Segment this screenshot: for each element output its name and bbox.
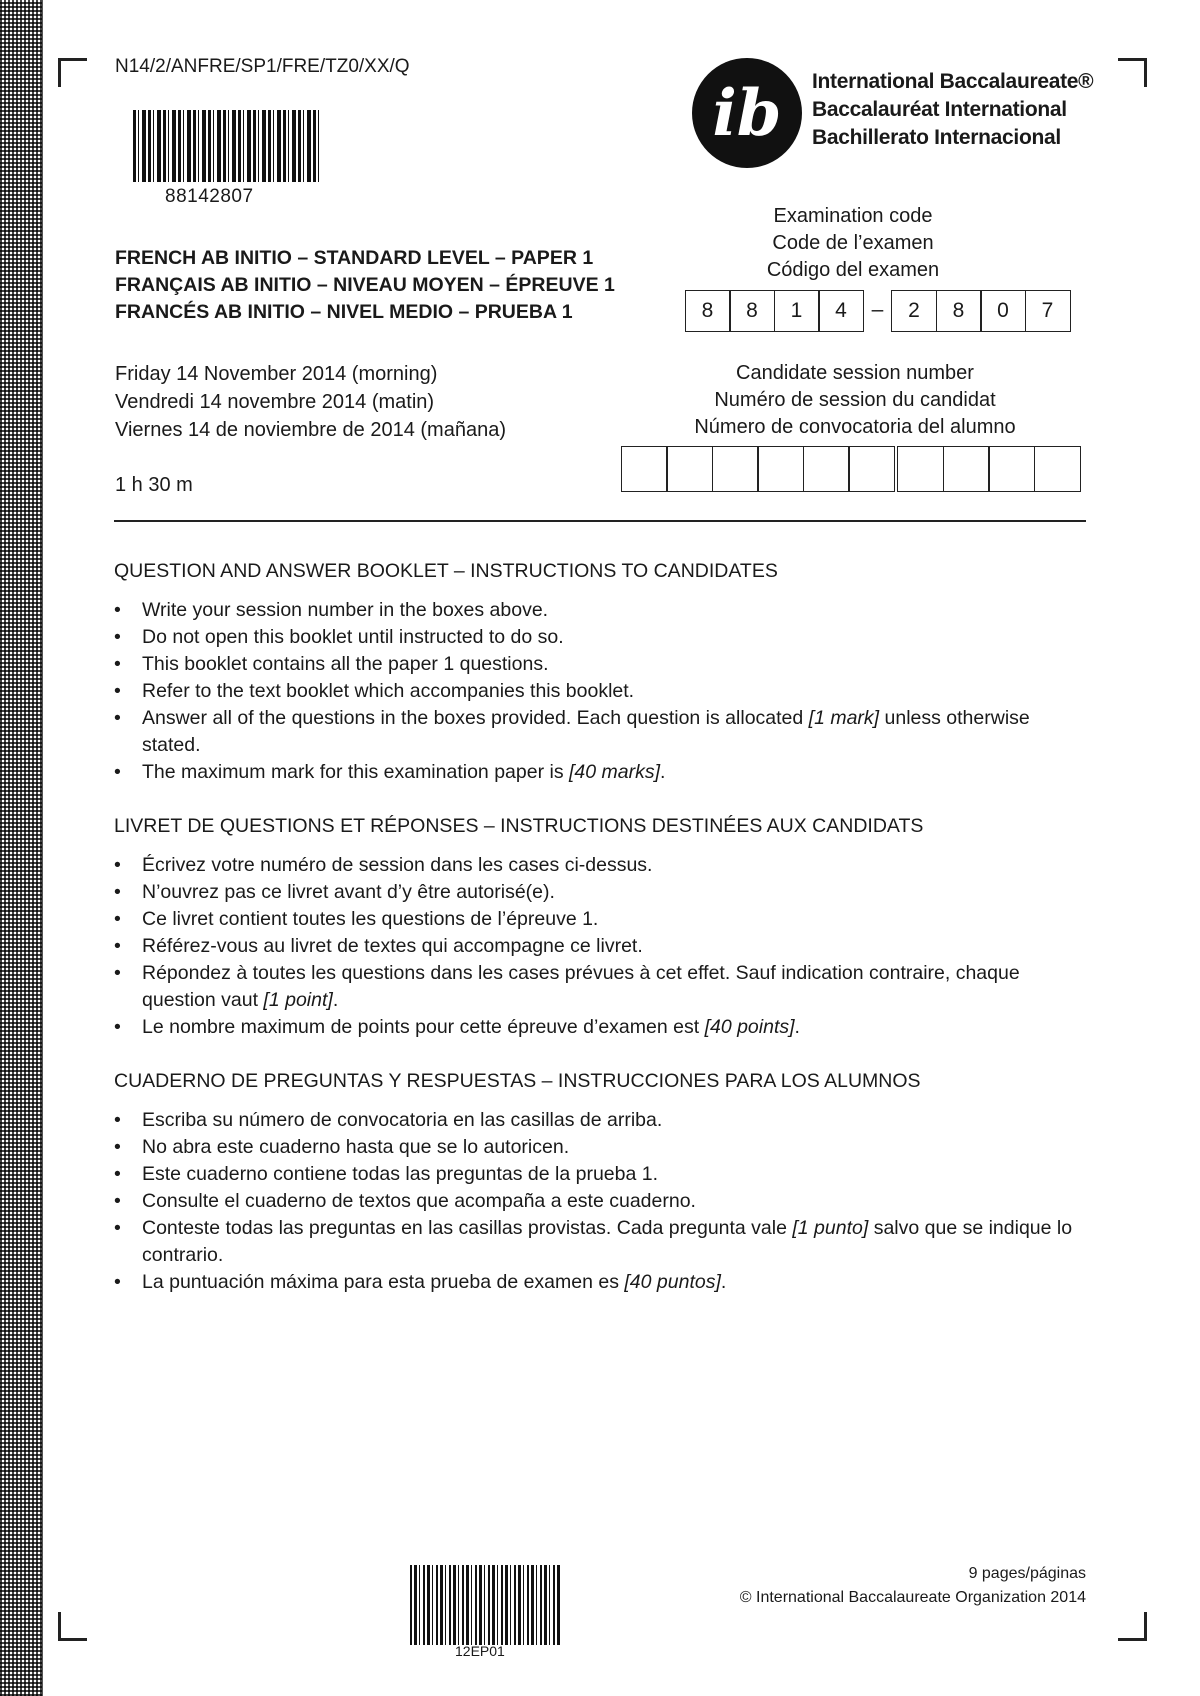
organization-names [812, 68, 1093, 152]
instruction-item: • Le nombre maximum de points pour cette épreuve d’examen est [40 points]. [114, 1014, 1089, 1041]
session-label-fr: Numéro de session du candidat [714, 389, 996, 411]
session-number-box[interactable] [803, 446, 850, 492]
exam-dates [115, 360, 506, 444]
paper-titles [115, 245, 615, 326]
title-es: FRANCÉS AB INITIO – NIVEL MEDIO – PRUEBA 1 [115, 301, 573, 323]
session-number-box[interactable] [712, 446, 759, 492]
ib-logo-text: ib [712, 75, 782, 151]
exam-code-digit: 8 [936, 290, 982, 332]
instruction-item: • This booklet contains all the paper 1 questions. [114, 651, 1089, 678]
crop-mark-bottom-left [58, 1612, 87, 1641]
session-number-box[interactable] [621, 446, 668, 492]
crop-mark-bottom-right [1118, 1612, 1147, 1641]
barcode-top [133, 110, 320, 182]
instruction-item: • Do not open this booklet until instructed to do so. [114, 624, 1089, 651]
paper-code: N14/2/ANFRE/SP1/FRE/TZ0/XX/Q [115, 56, 410, 77]
instruction-item: • Escriba su número de convocatoria en las casillas de arriba. [114, 1107, 1089, 1134]
org-name-en: International Baccalaureate® [812, 70, 1094, 93]
session-number-box[interactable] [1034, 446, 1081, 492]
session-number-box[interactable] [666, 446, 713, 492]
exam-code-digit: 8 [729, 290, 775, 332]
section-heading: CUADERNO DE PREGUNTAS Y RESPUESTAS – INSTRUCCIONES PARA LOS ALUMNOS [114, 1070, 921, 1092]
session-label-en: Candidate session number [736, 362, 974, 384]
instruction-list [114, 597, 1089, 786]
exam-code-label-es: Código del examen [766, 259, 940, 281]
date-en: Friday 14 November 2014 (morning) [115, 363, 438, 385]
org-name-es: Bachillerato Internacional [812, 126, 1061, 149]
instruction-item: • Conteste todas las preguntas en las casillas provistas. Cada pregunta vale [1 punto] salvo que se indique lo contrario. [114, 1215, 1089, 1269]
scan-edge-strip [0, 0, 43, 1696]
section-heading: QUESTION AND ANSWER BOOKLET – INSTRUCTIONS TO CANDIDATES [114, 560, 778, 582]
exam-code-digit: 8 [685, 290, 731, 332]
instruction-item: • N’ouvrez pas ce livret avant d’y être autorisé(e). [114, 879, 1089, 906]
instruction-item: • Écrivez votre numéro de session dans les cases ci-dessus. [114, 852, 1089, 879]
instruction-item: • Répondez à toutes les questions dans les cases prévues à cet effet. Sauf indication contraire, chaque question vaut [1 point]. [114, 960, 1089, 1014]
exam-duration: 1 h 30 m [115, 474, 193, 496]
exam-code-label-en: Examination code [773, 205, 933, 227]
page-count: 9 pages/páginas [968, 1565, 1086, 1582]
instruction-item: • Write your session number in the boxes above. [114, 597, 1089, 624]
session-number-box[interactable] [848, 446, 895, 492]
instruction-item: • Answer all of the questions in the boxes provided. Each question is allocated [1 mark] unless otherwise stated. [114, 705, 1089, 759]
exam-code-digit: 1 [774, 290, 820, 332]
exam-code-digit: 0 [980, 290, 1026, 332]
session-number-box[interactable] [988, 446, 1035, 492]
title-fr: FRANÇAIS AB INITIO – NIVEAU MOYEN – ÉPREUVE 1 [115, 274, 615, 296]
session-number-box[interactable] [897, 446, 944, 492]
barcode-bottom [410, 1565, 560, 1645]
instruction-list [114, 1107, 1089, 1296]
instructions-es [114, 1070, 1089, 1296]
instruction-item: • Ce livret contient toutes les questions de l’épreuve 1. [114, 906, 1089, 933]
title-en: FRENCH AB INITIO – STANDARD LEVEL – PAPER 1 [115, 247, 594, 269]
instruction-item: • Refer to the text booklet which accompanies this booklet. [114, 678, 1089, 705]
exam-code-digit: 2 [891, 290, 937, 332]
instructions-fr [114, 815, 1089, 1041]
instruction-item: • La puntuación máxima para esta prueba de examen es [40 puntos]. [114, 1269, 1089, 1296]
copyright: © International Baccalaureate Organization 2014 [739, 1589, 1086, 1606]
date-es: Viernes 14 de noviembre de 2014 (mañana) [115, 419, 506, 441]
instructions-en [114, 560, 1089, 786]
exam-code-separator: – [871, 298, 884, 321]
session-number-label [660, 360, 1050, 441]
crop-mark-top-left [58, 58, 87, 87]
barcode-top-number: 88142807 [165, 186, 254, 207]
session-label-es: Número de convocatoria del alumno [694, 416, 1016, 438]
instruction-item: • No abra este cuaderno hasta que se lo autoricen. [114, 1134, 1089, 1161]
session-number-box[interactable] [757, 446, 804, 492]
org-name-fr: Baccalauréat International [812, 98, 1067, 121]
crop-mark-top-right [1118, 58, 1147, 87]
exam-code-boxes [686, 290, 1071, 332]
instruction-item: • Este cuaderno contiene todas las preguntas de la prueba 1. [114, 1161, 1089, 1188]
instruction-item: • The maximum mark for this examination paper is [40 marks]. [114, 759, 1089, 786]
session-number-box[interactable] [943, 446, 990, 492]
exam-code-label [688, 203, 1018, 284]
session-number-boxes [622, 446, 1081, 492]
instruction-item: • Consulte el cuaderno de textos que acompaña a este cuaderno. [114, 1188, 1089, 1215]
barcode-bottom-number: 12EP01 [455, 1643, 505, 1659]
exam-code-label-fr: Code de l’examen [772, 232, 934, 254]
exam-code-digit: 7 [1025, 290, 1071, 332]
footer-info [740, 1562, 1086, 1610]
date-fr: Vendredi 14 novembre 2014 (matin) [115, 391, 435, 413]
instruction-item: • Référez-vous au livret de textes qui accompagne ce livret. [114, 933, 1089, 960]
exam-code-digit: 4 [818, 290, 864, 332]
section-heading: LIVRET DE QUESTIONS ET RÉPONSES – INSTRUCTIONS DESTINÉES AUX CANDIDATS [114, 815, 924, 837]
ib-logo [692, 58, 802, 168]
header-divider [114, 520, 1086, 522]
instruction-list [114, 852, 1089, 1041]
